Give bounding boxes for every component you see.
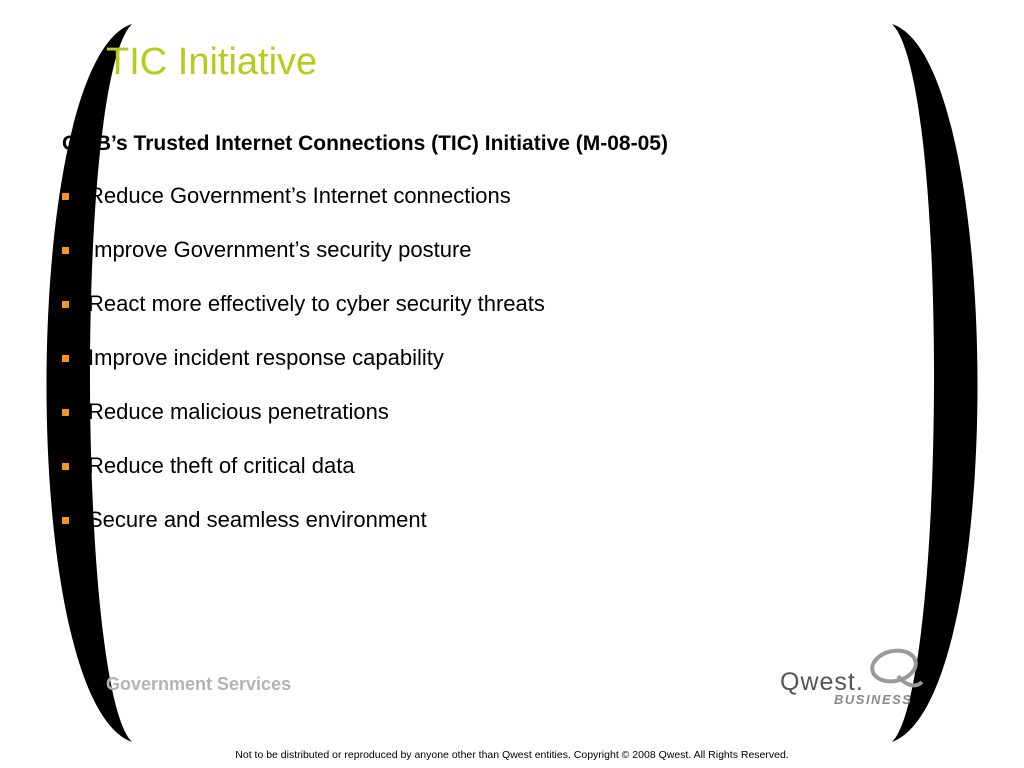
square-bullet-icon [62,247,69,254]
bullet-text: Improve Government’s security posture [88,237,472,262]
bullet-text: Reduce malicious penetrations [88,399,389,424]
qwest-business-logo [776,646,926,710]
logo-business-text: BUSINESS [834,692,913,707]
square-bullet-icon [62,409,69,416]
square-bullet-icon [62,193,69,200]
bullet-text: Reduce Government’s Internet connections [88,183,511,208]
square-bullet-icon [62,355,69,362]
square-bullet-icon [62,517,69,524]
square-bullet-icon [62,463,69,470]
bullet-text: Reduce theft of critical data [88,453,355,478]
slide-subheading: OMB’s Trusted Internet Connections (TIC) Initiative (M-08-05) [62,132,668,155]
page-number: 2 [910,56,918,71]
bullet-text: Improve incident response capability [88,345,444,370]
copyright-notice: Not to be distributed or reproduced by anyone other than Qwest entities. Copyright © 2008 Qwest. All Rights Reserved. [235,749,789,761]
slide-title: TIC Initiative [106,41,318,83]
logo-wordmark: Qwest. [780,668,864,696]
qwest-q-logo-icon [864,646,924,690]
right-bracket [892,24,978,742]
bullet-text: Secure and seamless environment [88,507,427,532]
bullet-text: React more effectively to cyber security threats [88,291,545,316]
square-bullet-icon [62,301,69,308]
footer-department-label: Government Services [106,674,292,694]
